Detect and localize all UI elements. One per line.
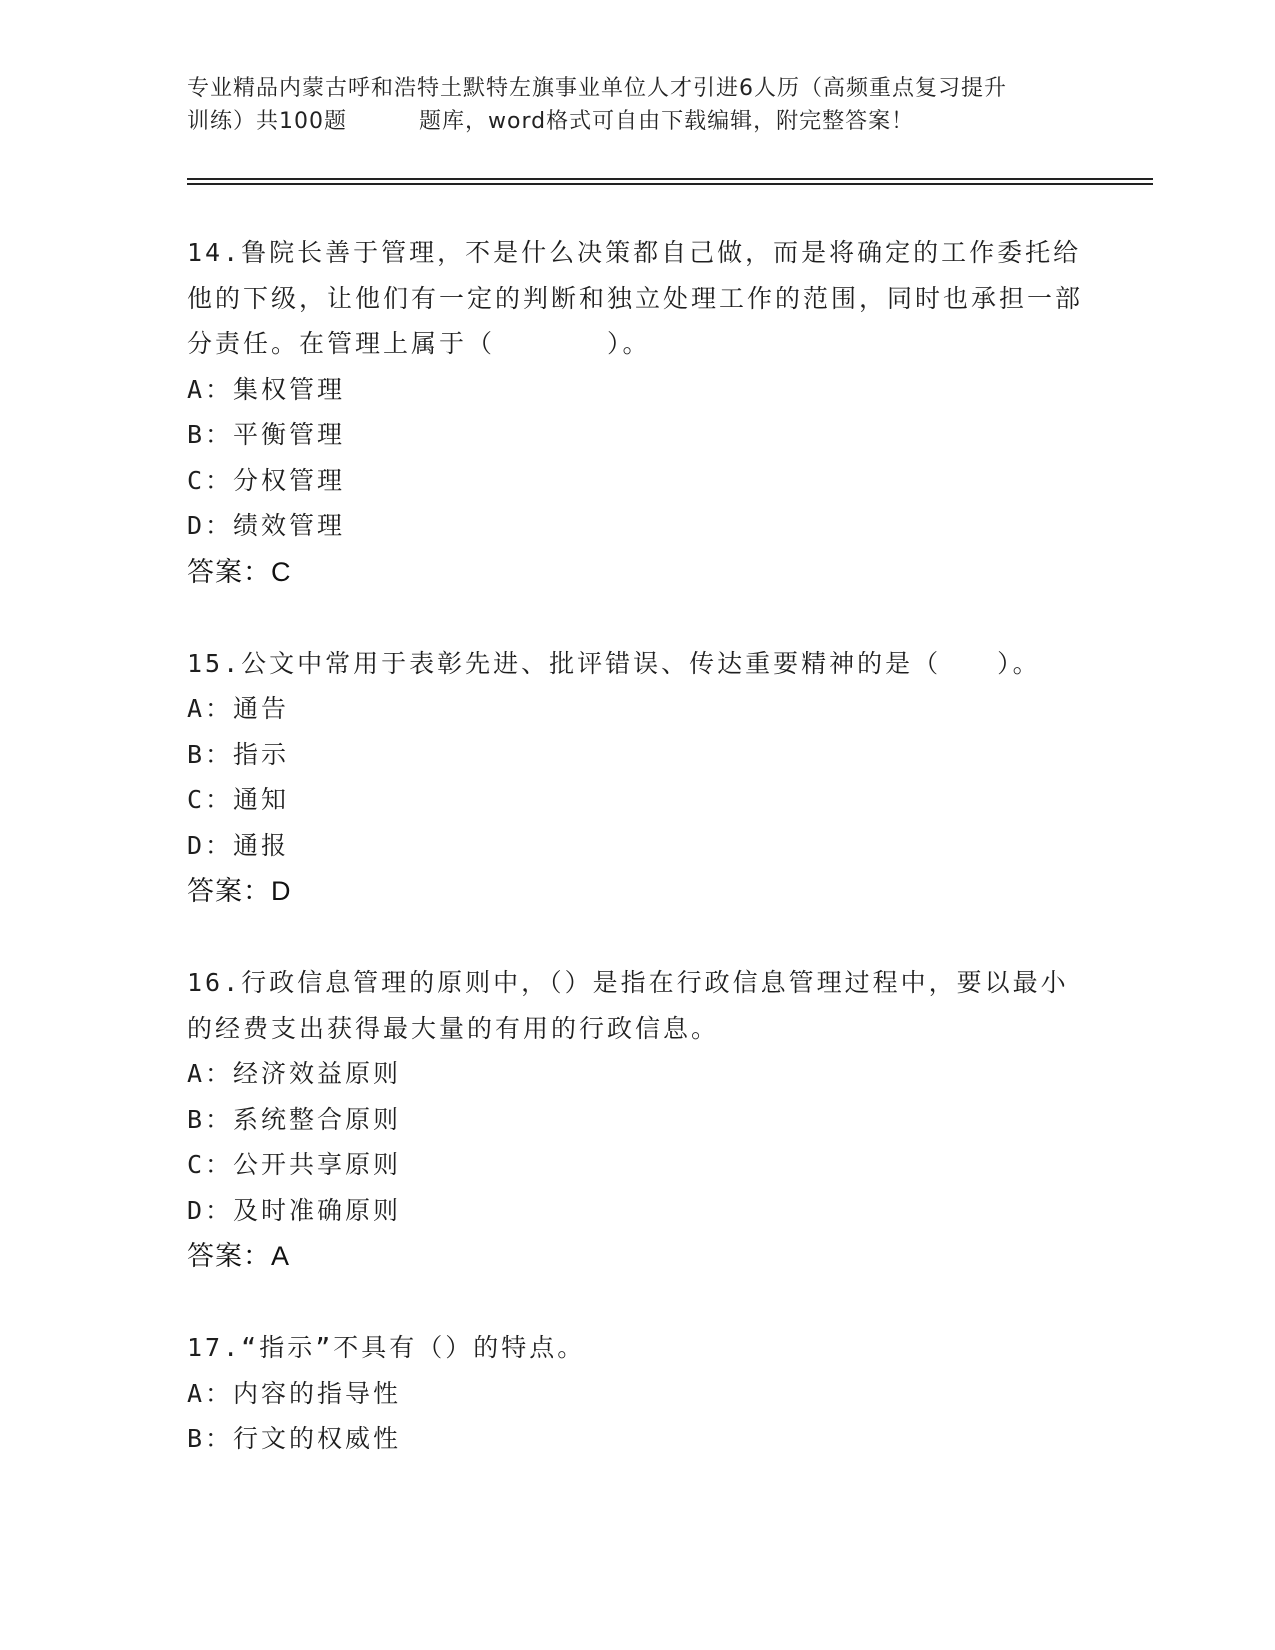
option-b: B：系统整合原则 <box>187 1104 402 1134</box>
option-c: C：公开共享原则 <box>187 1150 402 1179</box>
option-d: D：及时准确原则 <box>187 1195 402 1225</box>
option-b: B：平衡管理 <box>187 420 346 449</box>
question-stem: 16.行政信息管理的原则中，（）是指在行政信息管理过程中，要以最小的经费支出获得最大量的有用的行政信息。 <box>187 968 1069 1043</box>
answer-line: 答案：C <box>187 556 292 587</box>
header-line-2-part-b: 题库，word格式可自由下载编辑，附完整答案！ <box>419 109 915 134</box>
question-15 <box>187 641 1087 915</box>
question-14 <box>187 230 1087 595</box>
option-a: A：内容的指导性 <box>187 1378 402 1408</box>
answer-line: 答案：D <box>187 876 292 906</box>
header-line-2-part-a: 训练）共100题 <box>187 109 347 134</box>
header-line-2 <box>187 105 1087 138</box>
question-stem: 15.公文中常用于表彰先进、批评错误、传达重要精神的是（ ）。 <box>187 648 1041 678</box>
header-rule-top <box>187 178 1153 180</box>
option-b: B：指示 <box>187 739 290 769</box>
question-16 <box>187 960 1087 1279</box>
header-rule-bottom <box>187 183 1153 185</box>
option-c: C：分权管理 <box>187 465 346 495</box>
header-line-1: 专业精品内蒙古呼和浩特土默特左旗事业单位人才引进6人历（高频重点复习提升 <box>187 76 1007 101</box>
question-stem: 17.“指示”不具有（）的特点。 <box>187 1333 586 1362</box>
document-header <box>187 72 1087 138</box>
question-list <box>187 230 1087 1508</box>
question-stem: 14.鲁院长善于管理，不是什么决策都自己做，而是将确定的工作委托给他的下级，让他们有一定的判断和独立处理工作的范围，同时也承担一部分责任。在管理上属于（ ）。 <box>187 238 1084 358</box>
option-c: C：通知 <box>187 785 290 814</box>
option-d: D：通报 <box>187 830 290 860</box>
option-a: A：集权管理 <box>187 374 346 404</box>
option-a: A：经济效益原则 <box>187 1059 402 1088</box>
question-17 <box>187 1325 1087 1462</box>
option-d: D：绩效管理 <box>187 511 346 540</box>
option-b: B：行文的权威性 <box>187 1424 402 1453</box>
option-a: A：通告 <box>187 694 290 723</box>
answer-line: 答案：A <box>187 1241 291 1271</box>
